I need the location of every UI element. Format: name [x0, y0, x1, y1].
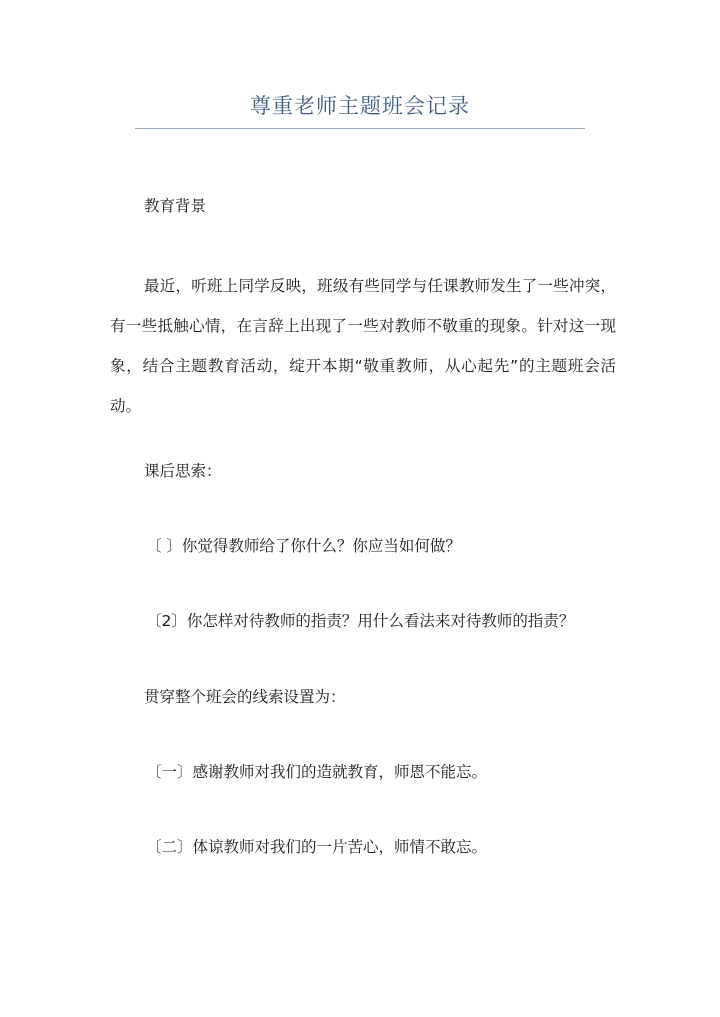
heading-clues: 贯穿整个班会的线索设置为：	[144, 688, 346, 706]
document-title: 尊重老师主题班会记录	[250, 94, 470, 118]
question-item-2: 〔2〕你怎样对待教师的指责？用什么看法来对待教师的指责？	[146, 612, 575, 630]
clue-item-1: 〔一〕感谢教师对我们的造就教育，师恩不能忘。	[146, 763, 488, 781]
background-paragraph: 最近，听班上同学反映，班级有些同学与任课教师发生了一些冲突，有一些抵触心情，在言辞上出现了一些对教师不敬重的现象。针对这一现象，结合主题教育活动，绽开本期“敬重教师，从心起先”的主题班会活动。	[110, 277, 616, 415]
title-divider	[135, 128, 585, 129]
heading-reflection: 课后思索：	[144, 462, 222, 480]
heading-background: 教育背景	[144, 197, 207, 215]
clue-item-2: 〔二〕体谅教师对我们的一片苦心，师情不敢忘。	[146, 838, 488, 856]
question-item-1: 〔 〕你觉得教师给了你什么？你应当如何做？	[146, 537, 461, 555]
